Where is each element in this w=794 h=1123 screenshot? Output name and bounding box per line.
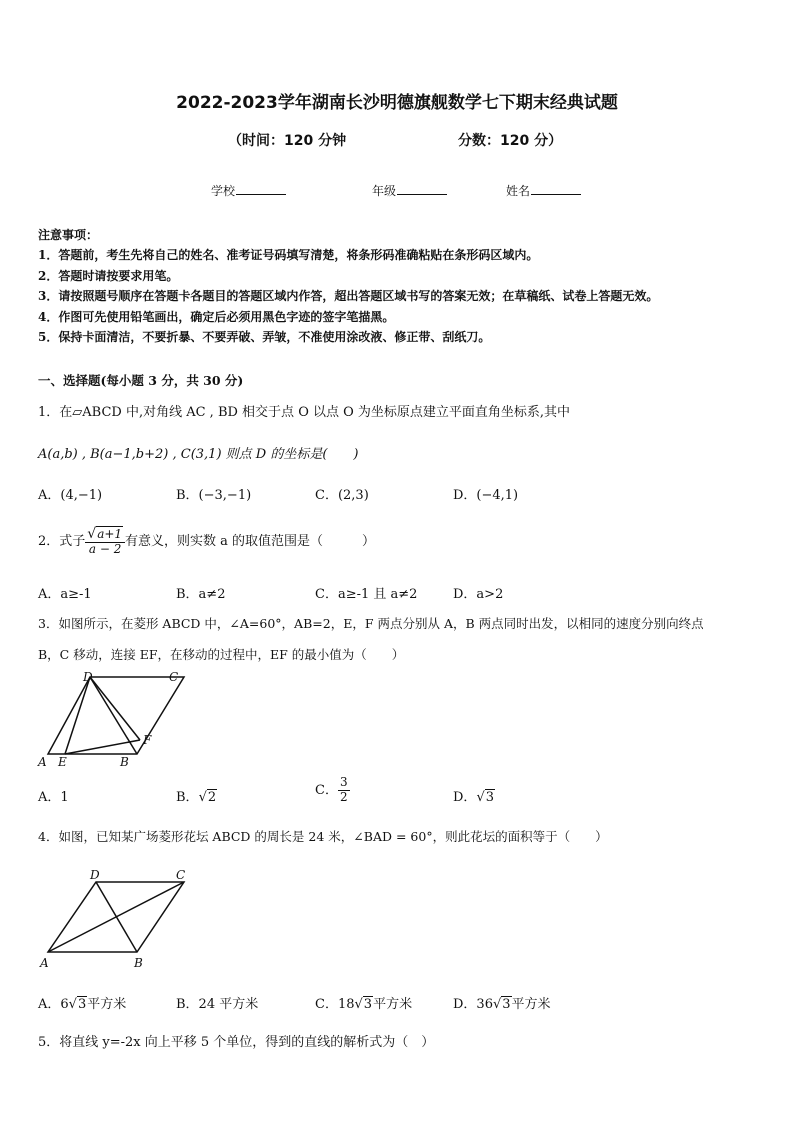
q4-option-b[interactable] (176, 993, 258, 1012)
q4-option-a-prefix: A．6 (38, 997, 69, 1012)
q3-rhombus-figure (34, 668, 194, 772)
q4-option-c[interactable]: C．18√3平方米 (315, 997, 413, 1012)
q3-option-c-prefix: C． (315, 782, 338, 798)
q2-numerator: a+1 (97, 527, 123, 541)
q3-option-c[interactable] (315, 776, 350, 805)
grade-blank[interactable] (397, 182, 447, 195)
notice-heading: 注意事项： (38, 228, 99, 242)
notice-item: 2．答题时请按要求用笔。 (38, 269, 179, 283)
q1-option-a[interactable]: A．(4,−1) (38, 488, 103, 503)
q2-denominator: a − 2 (88, 542, 122, 557)
q3-label-f: F (143, 733, 152, 747)
q4-option-c-unit: 平方米 (373, 997, 413, 1012)
q2-option-a[interactable]: A．a≥-1 (38, 587, 92, 602)
exam-score: 分数：120 分） (458, 133, 563, 149)
q3-label-c: C (169, 670, 179, 684)
q3-line2: B，C 移动，连接 EF，在移动的过程中，EF 的最小值为（ ） (38, 647, 405, 662)
q4-line1: 4．如图，已知某广场菱形花坛 ABCD 的周长是 24 米，∠BAD = 60°，则此花坛的面积等于（ ） (38, 829, 608, 844)
q4-diagonal-db (96, 882, 137, 952)
q2-option-b[interactable]: B．a≠2 (176, 587, 226, 602)
q4-option-a[interactable]: A．6√3平方米 (38, 997, 127, 1012)
q4-option-c-rad: 3 (363, 997, 373, 1012)
q4-label-a: A (40, 956, 49, 970)
grade-field[interactable] (372, 182, 447, 199)
q4-option-d[interactable]: D．36√3平方米 (453, 997, 551, 1012)
q3-label-e: E (58, 755, 67, 769)
q3-segment-df (90, 677, 140, 740)
notice-item: 3．请按照题号顺序在答题卡各题目的答题区域内作答，超出答题区域书写的答案无效；在草稿纸、试卷上答题无效。 (38, 289, 659, 303)
exam-time: （时间：120 分钟 (228, 133, 347, 149)
name-field[interactable] (506, 182, 581, 199)
q3-option-c-num: 3 (339, 775, 348, 789)
q1-option-c[interactable]: C．(2,3) (315, 488, 369, 503)
q4-option-a-unit: 平方米 (87, 997, 127, 1012)
notice-item: 5．保持卡面清洁，不要折暴、不要弄破、弄皱，不准使用涂改液、修正带、刮纸刀。 (38, 330, 491, 344)
page-title: 2022-2023学年湖南长沙明德旗舰数学七下期末经典试题 (176, 93, 618, 113)
q3-option-b-rad: 2 (207, 790, 217, 805)
q4-rhombus-figure (34, 866, 196, 976)
q1-line1: 1．在▱ABCD 中,对角线 AC , BD 相交于点 O 以点 O 为坐标原点建立平面直角坐标系,其中 (38, 405, 571, 420)
q3-option-b-prefix: B． (176, 790, 199, 805)
q1-option-b[interactable]: B．(−3,−1) (176, 488, 252, 503)
school-label: 学校 (211, 184, 236, 198)
q4-option-a-rad: 3 (77, 997, 87, 1012)
q1-option-d[interactable]: D．(−4,1) (453, 488, 519, 503)
q4-label-b: B (134, 956, 143, 970)
q2-prefix: 2．式子 (38, 533, 86, 549)
q2-option-c[interactable]: C．a≥-1 且 a≠2 (315, 587, 418, 602)
q2-suffix: 有意义，则实数 a 的取值范围是（ ） (125, 533, 376, 549)
q4-option-b-prefix: B．24 平方米 (176, 997, 259, 1012)
q4-option-d-unit: 平方米 (511, 997, 551, 1012)
q3-line1: 3．如图所示，在菱形 ABCD 中，∠A=60°，AB=2，E，F 两点分别从 A，B 两点同时出发，以相同的速度分别向终点 (38, 616, 704, 631)
q3-label-b: B (120, 755, 129, 769)
q2-option-d[interactable]: D．a>2 (453, 587, 504, 602)
name-label: 姓名 (506, 184, 531, 198)
name-blank[interactable] (531, 182, 581, 195)
q5-line1: 5．将直线 y=-2x 向上平移 5 个单位，得到的直线的解析式为（ ） (38, 1035, 435, 1050)
q2-stem (38, 526, 375, 557)
q4-option-c-prefix: C．18 (315, 997, 355, 1012)
q2-fraction: $\frac{√a+1}{a - 2}$ (85, 526, 125, 557)
q3-label-d: D (83, 670, 93, 684)
grade-label: 年级 (372, 184, 397, 198)
q1-line2: A(a,b) , B(a−1,b+2) , C(3,1) 则点 D 的坐标是( ) (38, 447, 359, 462)
q3-option-d[interactable]: D．√3 (453, 790, 495, 805)
q3-option-b[interactable]: B．√2 (176, 790, 217, 805)
section-title: 一、选择题(每小题 3 分，共 30 分) (38, 373, 244, 388)
school-blank[interactable] (236, 182, 286, 195)
q4-option-d-prefix: D．36 (453, 997, 493, 1012)
q3-option-a[interactable]: A．1 (38, 790, 69, 805)
notice-item: 4．作图可先使用铅笔画出，确定后必须用黑色字迹的签字笔描黑。 (38, 310, 395, 324)
q3-segment-ef (65, 740, 140, 754)
q3-option-d-rad: 3 (485, 790, 495, 805)
q4-option-d-rad: 3 (502, 997, 511, 1012)
q4-label-d: D (90, 868, 100, 882)
q3-option-c-den: 2 (339, 789, 348, 804)
school-field[interactable] (211, 182, 286, 199)
q4-label-c: C (176, 868, 186, 882)
q3-option-d-prefix: D． (453, 790, 477, 805)
q3-label-a: A (38, 755, 47, 769)
notice-item: 1．答题前，考生先将自己的姓名、准考证号码填写清楚，将条形码准确粘贴在条形码区域内。 (38, 248, 539, 262)
